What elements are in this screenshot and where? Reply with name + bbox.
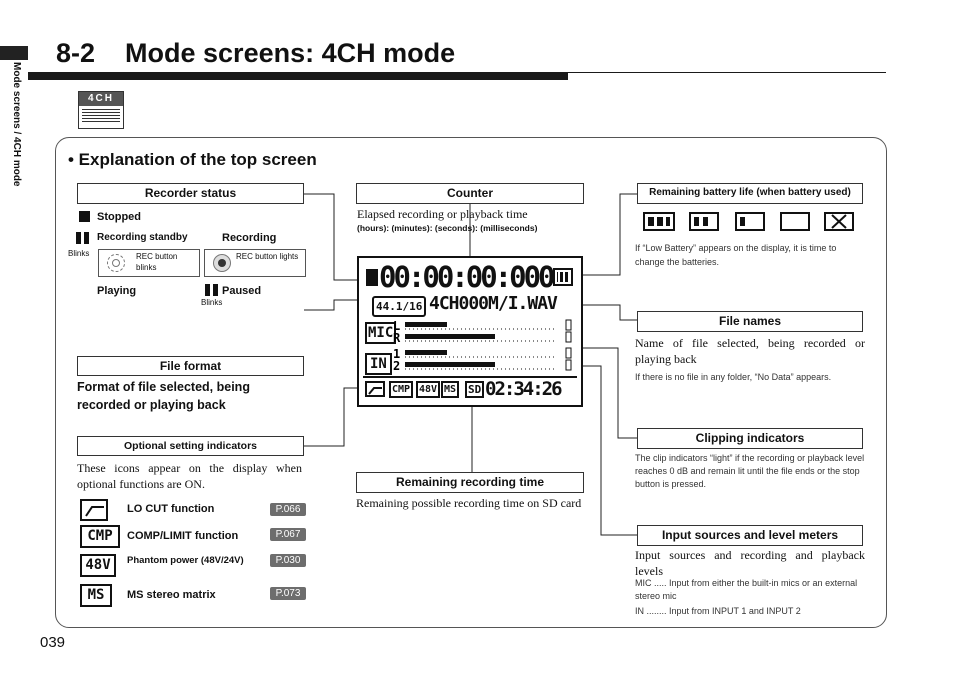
lcd-level-bar [405,322,447,327]
comp-page-ref[interactable]: P.067 [270,528,306,541]
lcd-in-source: IN [365,353,392,375]
rec-lights-text: REC button lights [236,252,299,261]
file-names-note: If there is no file in any folder, “No Data” appears. [635,372,832,382]
side-tab-label: Mode screens / 4CH mode [11,62,22,187]
inputs-mic-note: MIC ..... Input from either the built-in mics or an external stereo mic [635,578,858,601]
recorder-status-box: Recorder status [77,183,304,204]
file-format-box: File format [77,356,304,376]
optional-indicators-box: Optional setting indicators [77,436,304,456]
battery-two-thirds-icon [689,212,719,231]
ms-label: MS stereo matrix [127,589,216,601]
recording-label: Recording [222,232,277,244]
paused-label: Paused [222,285,262,297]
lcd-level-bar [405,362,495,367]
lcd-channel-label: 2 [393,359,401,373]
stopped-label: Stopped [97,211,141,223]
battery-one-third-icon [735,212,765,231]
blinks-label-1: Blinks [68,249,90,258]
playing-label: Playing [97,285,137,297]
phantom-icon: 48V [80,554,116,577]
file-names-box: File names [637,311,863,332]
remaining-time-box: Remaining recording time [356,472,584,493]
lcd-channel-label: 1 [393,347,401,361]
ms-page-ref[interactable]: P.073 [270,587,306,600]
lcd-screen [357,256,583,407]
recording-standby-label: Recording standby [97,232,188,243]
lcd-mic-source: MIC [365,322,396,344]
page-title: 8-2 Mode screens: 4CH mode [56,38,456,68]
lcd-filename: 4CH000M/I.WAV [429,293,557,314]
paused-icon [205,284,219,296]
lcd-format: 44.1/16 [372,296,426,317]
counter-desc: Elapsed recording or playback time [357,207,528,221]
lcd-ms-icon: MS [441,381,459,398]
battery-full-icon [643,212,675,231]
clipping-box: Clipping indicators [637,428,863,449]
file-format-desc: Format of file selected, being recorded or playing back [77,380,250,412]
rec-blinks-box [98,249,200,277]
lcd-phantom-icon: 48V [416,381,440,398]
comp-icon: CMP [80,525,120,548]
lcd-channel-label: L [393,319,401,333]
inputs-desc: Input sources and recording and playback levels [635,548,865,578]
phantom-page-ref[interactable]: P.030 [270,554,306,567]
lcd-clip-indicator [566,320,571,330]
lo-cut-icon [80,499,108,521]
standby-pause-icon [76,232,90,244]
mode-badge-label: 4CH [79,92,123,106]
phantom-label: Phantom power (48V/24V) [127,555,244,566]
file-names-desc: Name of file selected, being recorded or playing back [635,336,865,366]
lo-cut-label: LO CUT function [127,503,215,515]
rec-button-lit-icon [213,254,231,272]
optional-desc: These icons appear on the display when optional functions are ON. [77,461,302,491]
lcd-comp-icon: CMP [389,381,413,398]
clipping-note: The clip indicators “light” if the recording or playback level reaches 0 dB and remain lit until the file ends or the stop button is pressed. [635,453,865,489]
battery-low-icon [824,212,854,231]
battery-empty-icon [780,212,810,231]
lcd-level-bar [405,334,495,339]
rec-lights-box [204,249,306,277]
ms-icon: MS [80,584,112,607]
lcd-level-bar [405,350,447,355]
section-heading: • Explanation of the top screen [68,150,317,169]
rec-blinks-text: REC button blinks [136,252,178,272]
lcd-channel-label: R [393,331,401,345]
rec-button-blink-icon [107,254,125,272]
lcd-remaining-time: 02:34:26 [485,378,561,400]
inputs-box: Input sources and level meters [637,525,863,546]
lcd-locut-icon [365,381,385,397]
blinks-label-2: Blinks [201,298,223,307]
lo-cut-page-ref[interactable]: P.066 [270,503,306,516]
lcd-counter: 00:00:00:000 [379,260,553,294]
remaining-time-desc: Remaining possible recording time on SD card [356,496,582,510]
counter-box: Counter [356,183,584,204]
counter-units: (hours): (minutes): (seconds): (milliseconds) [357,223,538,233]
inputs-in-note: IN ........ Input from INPUT 1 and INPUT 2 [635,606,801,616]
lcd-clip-indicator [566,332,571,342]
battery-box: Remaining battery life (when battery used) [637,183,863,204]
stop-icon [79,211,90,222]
comp-label: COMP/LIMIT function [127,530,239,542]
page-number: 039 [40,634,66,651]
lcd-clip-indicator [566,360,571,370]
battery-note: If “Low Battery” appears on the display, it is time to change the batteries. [635,243,837,267]
lcd-sd-icon: SD [465,381,484,398]
lcd-clip-indicator [566,348,571,358]
battery-icons [640,210,862,234]
